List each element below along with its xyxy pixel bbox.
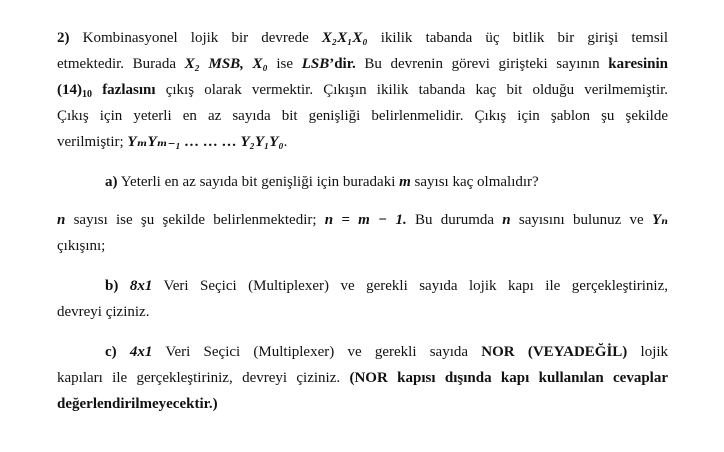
n-definition-line-2: çıkışını; [57, 238, 106, 254]
question-line-4: Çıkış için yeterli en az sayıda bit genişliği belirlenmelidir. Çıkış için şablon şu şekilde [57, 108, 668, 124]
part-c-line-2: kapıları ile gerçekleştiriniz, devreyi çiziniz. (NOR kapısı dışında kapı kullanılan cevaplar [57, 370, 668, 386]
part-b-line-2: devreyi çiziniz. [57, 304, 150, 320]
input-variable: X₂X₁X₀ [321, 30, 368, 46]
question-line-5: verilmiştir; YₘYₘ₋₁ … … … Y₂Y₁Y₀. [57, 134, 288, 150]
question-line-2: etmektedir. Burada X₂ MSB, X₀ ise LSB’dir. Bu devrenin görevi girişteki sayının karesinin [57, 56, 669, 72]
question-number: 2) [57, 30, 70, 46]
question-line-1: 2) Kombinasyonel lojik bir devrede X₂X₁X₀ ikilik tabanda üç bitlik bir girişi temsil [57, 30, 668, 46]
part-b-label: b) [105, 278, 119, 294]
part-a-label: a) [105, 174, 118, 190]
part-c-line-3: değerlendirilmeyecektir.) [57, 396, 218, 412]
part-b-line: b) 8x1 Veri Seçici (Multiplexer) ve gerekli sayıda lojik kapı ile gerçekleştiriniz, [105, 278, 668, 294]
part-c-label: c) [105, 344, 117, 360]
question-line-3: $(14)_{10}$ fazlasını çıkış olarak vermektir. Çıkışın ikilik tabanda kaç bit olduğu verilmemiştir. [57, 82, 669, 100]
output-template: YₘYₘ₋₁ … … … Y₂Y₁Y₀ [127, 134, 284, 150]
part-a-line: a) Yeterli en az sayıda bit genişliği için buradaki m sayısı kaç olmalıdır? [105, 174, 539, 190]
n-definition-line: n sayısı ise şu şekilde belirlenmektedir; n = m − 1. Bu durumda n sayısını bulunuz ve Yₙ [57, 212, 668, 228]
part-c-line: c) 4x1 Veri Seçici (Multiplexer) ve gerekli sayıda NOR (VEYADEĞİL) lojik [105, 344, 669, 360]
